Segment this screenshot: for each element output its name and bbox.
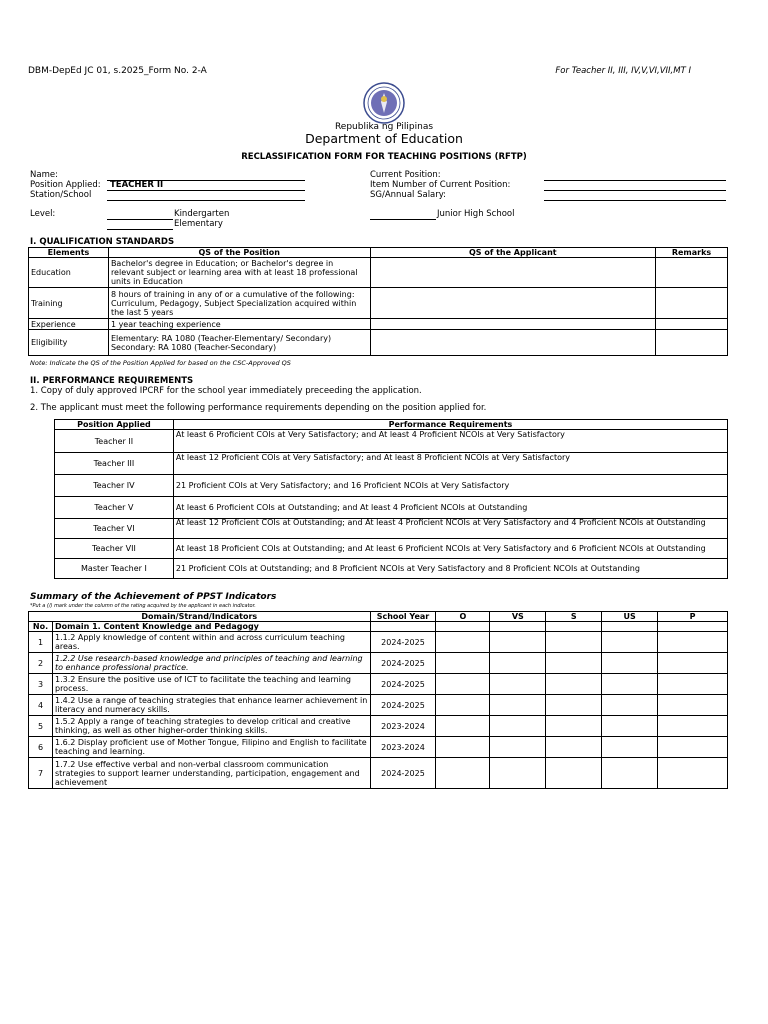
table-row: [29, 632, 728, 653]
qs-position: Bachelor's degree in Education; or Bachelor's degree in relevant subject or learning area with at least 18 professional units in Education: [108, 258, 370, 288]
table-row: [29, 319, 728, 330]
rating-o-cell[interactable]: [436, 758, 490, 789]
qs-element: Eligibility: [29, 330, 109, 356]
rating-s-cell[interactable]: [546, 695, 602, 716]
rating-us-cell[interactable]: [602, 716, 658, 737]
indicator-text: 1.2.2 Use research-based knowledge and principles of teaching and learning to enhance professional practice.: [52, 653, 370, 674]
sg-salary-field[interactable]: [544, 190, 726, 201]
rating-vs-cell[interactable]: [490, 737, 546, 758]
perf-header-position: Position Applied: [55, 420, 174, 430]
indicator-no: 1: [29, 632, 53, 653]
indicator-text: 1.3.2 Ensure the positive use of ICT to facilitate the teaching and learning process.: [52, 674, 370, 695]
table-row: [29, 737, 728, 758]
sum-header-vs: VS: [490, 612, 546, 622]
qs-header-elements: Elements: [29, 248, 109, 258]
rating-vs-cell[interactable]: [490, 632, 546, 653]
table-row: [29, 758, 728, 789]
performance-item-2: 2. The applicant must meet the following performance requirements depending on the position applied for.: [30, 403, 487, 413]
perf-position: Teacher VII: [55, 539, 174, 559]
indicator-year: 2024-2025: [370, 632, 436, 653]
perf-position: Teacher VI: [55, 519, 174, 539]
position-applied-label: Position Applied:: [30, 180, 101, 190]
indicator-text: 1.5.2 Apply a range of teaching strategies to develop critical and creative thinking, as well as other higher-order thinking skills.: [52, 716, 370, 737]
deped-seal-icon: [363, 82, 405, 124]
kindergarten-label: Kindergarten: [174, 209, 230, 219]
perf-header-requirements: Performance Requirements: [173, 420, 727, 430]
rating-s-cell[interactable]: [546, 737, 602, 758]
station-school-label: Station/School: [30, 190, 92, 200]
current-position-label: Current Position:: [370, 170, 441, 180]
perf-requirement: 21 Proficient COIs at Very Satisfactory; and 16 Proficient NCOIs at Very Satisfactory: [173, 475, 727, 497]
rating-o-cell[interactable]: [436, 674, 490, 695]
summary-title: Summary of the Achievement of PPST Indicators: [30, 592, 277, 602]
sum-header-domain: Domain/Strand/Indicators: [29, 612, 371, 622]
sg-salary-label: SG/Annual Salary:: [370, 190, 447, 200]
rating-o-cell[interactable]: [436, 653, 490, 674]
table-row: [29, 695, 728, 716]
qs-remarks-cell[interactable]: [656, 330, 728, 356]
rating-p-cell[interactable]: [658, 674, 728, 695]
indicator-no: 7: [29, 758, 53, 789]
station-school-field[interactable]: [107, 190, 305, 201]
indicator-year: 2024-2025: [370, 758, 436, 789]
summary-subtitle: *Put a (/) mark under the column of the rating acquired by the applicant in each indicator.: [30, 603, 256, 609]
table-row: [55, 453, 728, 475]
rating-vs-cell[interactable]: [490, 674, 546, 695]
qualification-table: [28, 247, 728, 356]
rating-s-cell[interactable]: [546, 653, 602, 674]
table-row: [55, 559, 728, 579]
qs-remarks-cell[interactable]: [656, 288, 728, 319]
rating-p-cell[interactable]: [658, 695, 728, 716]
rating-o-cell[interactable]: [436, 632, 490, 653]
sum-header-p: P: [658, 612, 728, 622]
table-row: [29, 288, 728, 319]
qs-header-applicant: QS of the Applicant: [370, 248, 656, 258]
performance-title: II. PERFORMANCE REQUIREMENTS: [30, 376, 194, 386]
applicability-note: For Teacher II, III, IV,V,VI,VII,MT I: [555, 66, 691, 76]
table-row: [29, 653, 728, 674]
performance-table: [54, 419, 728, 579]
qs-element: Training: [29, 288, 109, 319]
rating-vs-cell[interactable]: [490, 716, 546, 737]
elementary-label: Elementary: [174, 219, 223, 229]
indicator-text: 1.1.2 Apply knowledge of content within and across curriculum teaching areas.: [52, 632, 370, 653]
indicator-no: 3: [29, 674, 53, 695]
rating-p-cell[interactable]: [658, 716, 728, 737]
perf-position: Teacher II: [55, 430, 174, 453]
qs-header-remarks: Remarks: [656, 248, 728, 258]
rating-vs-cell[interactable]: [490, 758, 546, 789]
indicator-text: 1.4.2 Use a range of teaching strategies that enhance learner achievement in literacy and numeracy skills.: [52, 695, 370, 716]
department-name: Department of Education: [305, 131, 463, 146]
republic-label: Republika ng Pilipinas: [334, 122, 434, 132]
rating-us-cell[interactable]: [602, 632, 658, 653]
form-code: DBM-DepEd JC 01, s.2025_Form No. 2-A: [28, 66, 207, 76]
qs-applicant-cell[interactable]: [370, 258, 656, 288]
rating-p-cell[interactable]: [658, 653, 728, 674]
indicator-no: 5: [29, 716, 53, 737]
perf-requirement: At least 6 Proficient COIs at Outstanding; and At least 4 Proficient NCOIs at Outstanding: [173, 497, 727, 519]
rating-us-cell[interactable]: [602, 737, 658, 758]
indicator-no: 6: [29, 737, 53, 758]
rating-s-cell[interactable]: [546, 632, 602, 653]
qs-note: Note: Indicate the QS of the Position Applied for based on the CSC-Approved QS: [30, 359, 291, 367]
indicator-year: 2024-2025: [370, 674, 436, 695]
indicator-no: 2: [29, 653, 53, 674]
indicator-year: 2023-2024: [370, 716, 436, 737]
qs-applicant-cell[interactable]: [370, 288, 656, 319]
sum-header-o: O: [436, 612, 490, 622]
qualification-title: I. QUALIFICATION STANDARDS: [30, 237, 175, 247]
table-row: [29, 330, 728, 356]
indicator-no: 4: [29, 695, 53, 716]
table-row: [55, 430, 728, 453]
perf-position: Teacher III: [55, 453, 174, 475]
qs-element: Education: [29, 258, 109, 288]
rating-s-cell[interactable]: [546, 674, 602, 695]
qs-remarks-cell[interactable]: [656, 258, 728, 288]
table-row: [29, 716, 728, 737]
position-applied-value: TEACHER II: [110, 180, 164, 190]
qs-position: 1 year teaching experience: [108, 319, 370, 330]
perf-requirement: At least 18 Proficient COIs at Outstanding; and At least 6 Proficient NCOIs at Very Satisfactory and 6 Proficient NCOIs at Outstanding: [173, 539, 727, 559]
table-row: [29, 258, 728, 288]
rating-p-cell[interactable]: [658, 758, 728, 789]
table-row: [55, 539, 728, 559]
indicator-text: 1.6.2 Display proficient use of Mother Tongue, Filipino and English to facilitate teaching and learning.: [52, 737, 370, 758]
perf-requirement: 21 Proficient COIs at Outstanding; and 8 Proficient NCOIs at Very Satisfactory and 8 Proficient NCOIs at Outstanding: [173, 559, 727, 579]
rating-p-cell[interactable]: [658, 632, 728, 653]
qs-remarks-cell[interactable]: [656, 319, 728, 330]
rating-vs-cell[interactable]: [490, 695, 546, 716]
qs-position: Elementary: RA 1080 (Teacher-Elementary/ Secondary) Secondary: RA 1080 (Teacher-Secondary): [108, 330, 370, 356]
table-row: [55, 475, 728, 497]
sum-header-us: US: [602, 612, 658, 622]
table-row: [29, 674, 728, 695]
form-title: RECLASSIFICATION FORM FOR TEACHING POSITIONS (RFTP): [241, 152, 527, 162]
jhs-checkline[interactable]: [370, 209, 436, 220]
perf-requirement: At least 6 Proficient COIs at Very Satisfactory; and At least 4 Proficient NCOIs at Very Satisfactory: [173, 430, 727, 453]
rating-us-cell[interactable]: [602, 695, 658, 716]
indicator-year: 2023-2024: [370, 737, 436, 758]
qs-header-position: QS of the Position: [108, 248, 370, 258]
domain-label: Domain 1. Content Knowledge and Pedagogy: [52, 622, 370, 632]
qs-applicant-cell[interactable]: [370, 330, 656, 356]
ppst-summary-table: [28, 611, 728, 789]
rating-o-cell[interactable]: [436, 695, 490, 716]
table-row: [55, 519, 728, 539]
qs-applicant-cell[interactable]: [370, 319, 656, 330]
indicator-year: 2024-2025: [370, 653, 436, 674]
rating-us-cell[interactable]: [602, 674, 658, 695]
sum-no-label: No.: [29, 622, 53, 632]
level-label: Level:: [30, 209, 56, 219]
rating-o-cell[interactable]: [436, 737, 490, 758]
indicator-text: 1.7.2 Use effective verbal and non-verbal classroom communication strategies to support learner understanding, participation, engagement and achievement: [52, 758, 370, 789]
qs-element: Experience: [29, 319, 109, 330]
item-number-label: Item Number of Current Position:: [370, 180, 511, 190]
rating-us-cell[interactable]: [602, 758, 658, 789]
rating-s-cell[interactable]: [546, 758, 602, 789]
rating-us-cell[interactable]: [602, 653, 658, 674]
jhs-label: Junior High School: [437, 209, 515, 219]
rating-s-cell[interactable]: [546, 716, 602, 737]
qs-position: 8 hours of training in any of or a cumulative of the following: Curriculum, Pedagogy, Subject Specialization acquired within the last 5 years: [108, 288, 370, 319]
perf-position: Teacher V: [55, 497, 174, 519]
perf-position: Teacher IV: [55, 475, 174, 497]
performance-item-1: 1. Copy of duly approved IPCRF for the school year immediately preceeding the application.: [30, 386, 422, 396]
perf-position: Master Teacher I: [55, 559, 174, 579]
perf-requirement: At least 12 Proficient COIs at Very Satisfactory; and At least 8 Proficient NCOIs at Very Satisfactory: [173, 453, 727, 475]
rating-vs-cell[interactable]: [490, 653, 546, 674]
table-row: [55, 497, 728, 519]
name-label: Name:: [30, 170, 58, 180]
elementary-checkline[interactable]: [107, 219, 173, 230]
indicator-year: 2024-2025: [370, 695, 436, 716]
rating-p-cell[interactable]: [658, 737, 728, 758]
sum-header-year: School Year: [370, 612, 436, 622]
sum-header-s: S: [546, 612, 602, 622]
rating-o-cell[interactable]: [436, 716, 490, 737]
perf-requirement: At least 12 Proficient COIs at Outstanding; and At least 4 Proficient NCOIs at Very Satisfactory and 4 Proficient NCOIs at Outstanding: [173, 519, 727, 539]
